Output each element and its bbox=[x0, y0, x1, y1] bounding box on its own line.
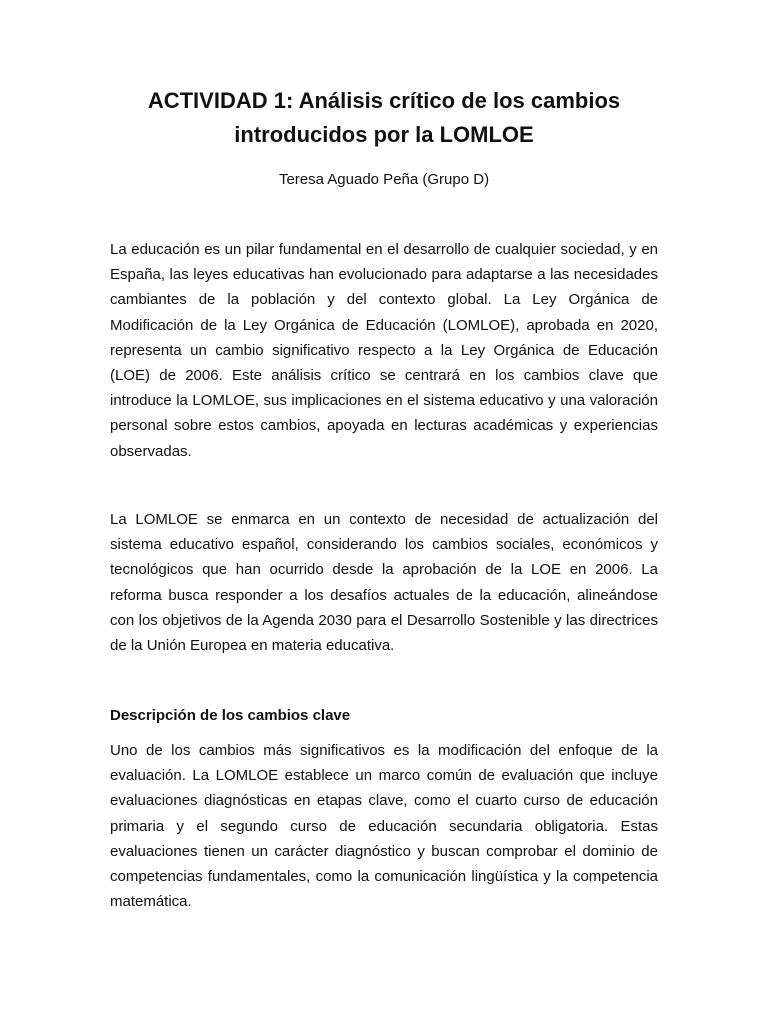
author-line: Teresa Aguado Peña (Grupo D) bbox=[278, 171, 490, 188]
paragraph-introduction: La educación es un pilar fundamental en el desarrollo de cualquier sociedad, y en España, las leyes educativas han evolucionado para adaptarse a las necesidades cambiantes de la población y del contexto global. La Ley Orgánica de Modificación de la Ley Orgánica de Educación (LOMLOE), aprobada en 2020, representa un cambio significativo respecto a la Ley Orgánica de Educación (LOE) de 2006. Este análisis crítico se centrará en los cambios clave que introduce la LOMLOE, sus implicaciones en el sistema educativo y una valoración personal sobre estos cambios, apoyada en lecturas académicas y experiencias observadas. bbox=[110, 241, 658, 460]
section-heading: Descripción de los cambios clave bbox=[110, 707, 351, 724]
paragraph-context: La LOMLOE se enmarca en un contexto de necesidad de actualización del sistema educativo español, considerando los cambios sociales, económicos y tecnológicos que han ocurrido desde la aprobación de la LOE en 2006. La reforma busca responder a los desafíos actuales de la educación, alineándose con los objetivos de la Agenda 2030 para el Desarrollo Sostenible y las directrices de la Unión Europea en materia educativa. bbox=[110, 511, 658, 655]
paragraph-key-changes: Uno de los cambios más significativos es la modificación del enfoque de la evaluación. La LOMLOE establece un marco común de evaluación que incluye evaluaciones diagnósticas en etapas clave, como el cuarto curso de educación primaria y el segundo curso de educación secundaria obligatoria. Estas evaluaciones tienen un carácter diagnóstico y buscan comprobar el dominio de competencias fundamentales, como la comunicación lingüística y la competencia matemática. bbox=[110, 742, 658, 911]
title-line-2: introducidos por la LOMLOE bbox=[234, 122, 534, 147]
title-line-1: ACTIVIDAD 1: Análisis crítico de los cambios bbox=[147, 88, 621, 113]
document-title bbox=[110, 84, 658, 152]
